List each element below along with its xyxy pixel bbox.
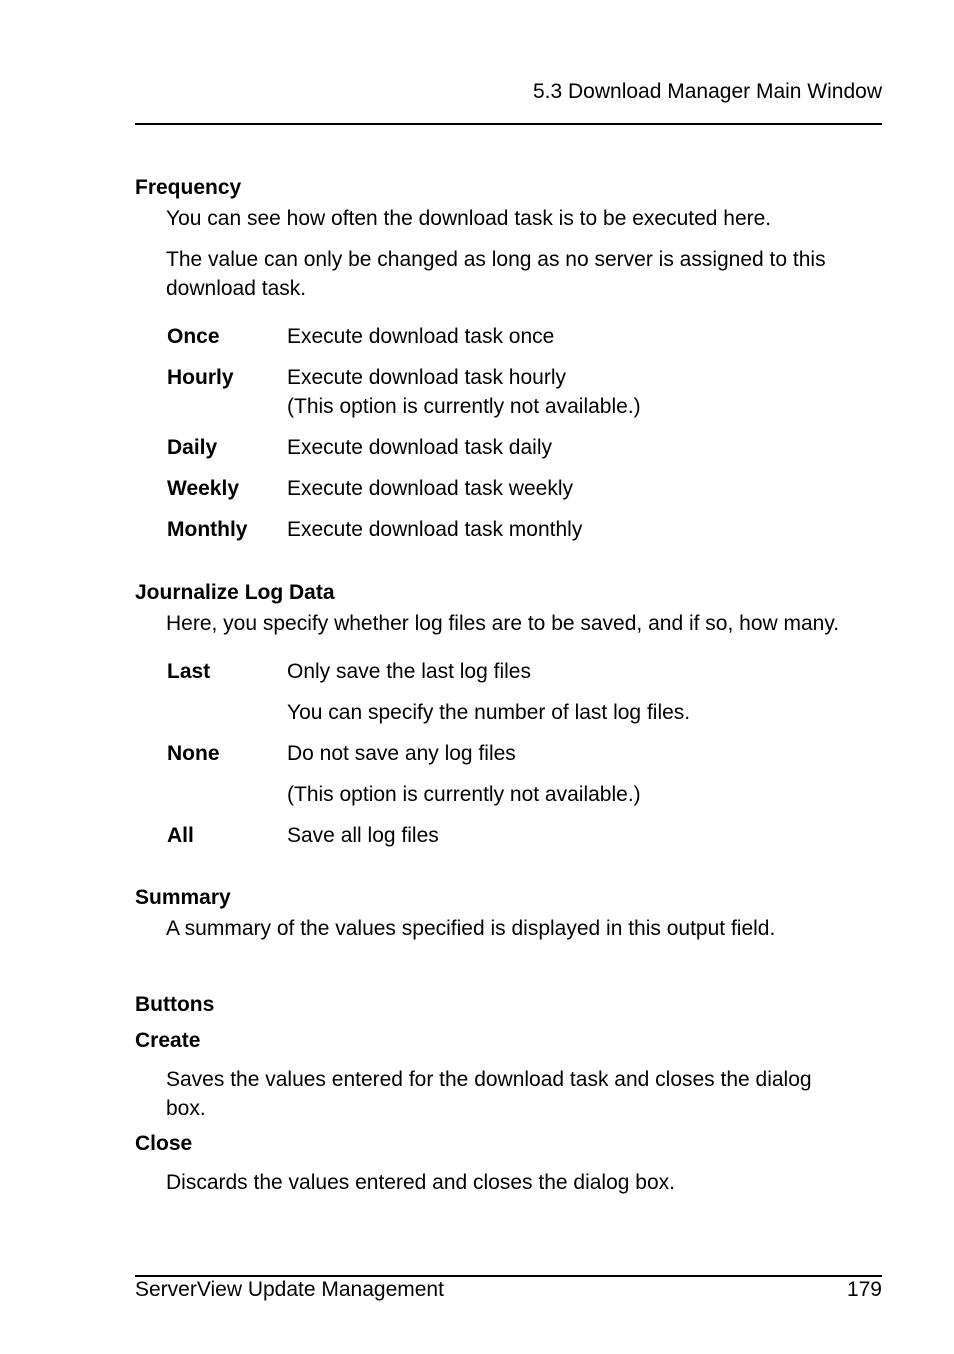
header-rule [135, 123, 882, 125]
option-desc: Do not save any log files [287, 742, 516, 765]
option-term: Monthly [167, 518, 248, 541]
footer-title: ServerView Update Management [135, 1278, 444, 1301]
option-term: Hourly [167, 366, 234, 389]
option-desc: (This option is currently not available.) [287, 783, 641, 806]
option-term: All [167, 824, 194, 847]
option-desc: Execute download task once [287, 325, 555, 348]
option-desc [287, 363, 882, 421]
option-term: None [167, 742, 220, 765]
option-desc: Only save the last log files [287, 660, 531, 683]
option-desc: Execute download task daily [287, 436, 552, 459]
option-term: Last [167, 660, 211, 683]
option-desc-line: Execute download task hourly [287, 366, 566, 389]
journalize-heading: Journalize Log Data [135, 581, 335, 604]
option-desc: Execute download task weekly [287, 477, 573, 500]
option-desc: Execute download task monthly [287, 518, 583, 541]
frequency-heading: Frequency [135, 176, 242, 199]
option-term: Once [167, 325, 220, 348]
summary-desc: A summary of the values specified is displayed in this output field. [166, 917, 776, 940]
journalize-option-all [167, 821, 882, 850]
option-term: Daily [167, 436, 218, 459]
journalize-options [135, 657, 882, 850]
frequency-note: The value can only be changed as long as no server is assigned to this download task. [166, 248, 826, 300]
journalize-option-none-note [167, 780, 882, 809]
close-heading: Close [135, 1132, 193, 1155]
frequency-option-weekly [167, 474, 882, 503]
create-desc: Saves the values entered for the download task and closes the dialog box. [166, 1068, 812, 1120]
frequency-option-daily [167, 433, 882, 462]
page-number: 179 [846, 1278, 882, 1301]
journalize-option-last-note [167, 698, 882, 727]
buttons-heading: Buttons [135, 993, 215, 1016]
journalize-intro: Here, you specify whether log files are to be saved, and if so, how many. [166, 612, 840, 635]
option-desc-line: (This option is currently not available.) [287, 395, 641, 418]
summary-heading: Summary [135, 886, 231, 909]
frequency-options [135, 322, 882, 544]
create-heading: Create [135, 1029, 201, 1052]
frequency-option-hourly [167, 363, 882, 421]
option-term [167, 698, 287, 727]
journalize-option-none [167, 739, 882, 768]
close-desc: Discards the values entered and closes the dialog box. [166, 1171, 675, 1194]
option-term [167, 780, 287, 809]
journalize-option-last [167, 657, 882, 686]
frequency-option-monthly [167, 515, 882, 544]
option-desc: You can specify the number of last log files. [287, 701, 691, 724]
frequency-intro: You can see how often the download task is to be executed here. [166, 207, 772, 230]
running-header: 5.3 Download Manager Main Window [532, 80, 882, 103]
frequency-option-once [167, 322, 882, 351]
option-desc: Save all log files [287, 824, 439, 847]
page-content [135, 175, 882, 1197]
option-term: Weekly [167, 477, 239, 500]
